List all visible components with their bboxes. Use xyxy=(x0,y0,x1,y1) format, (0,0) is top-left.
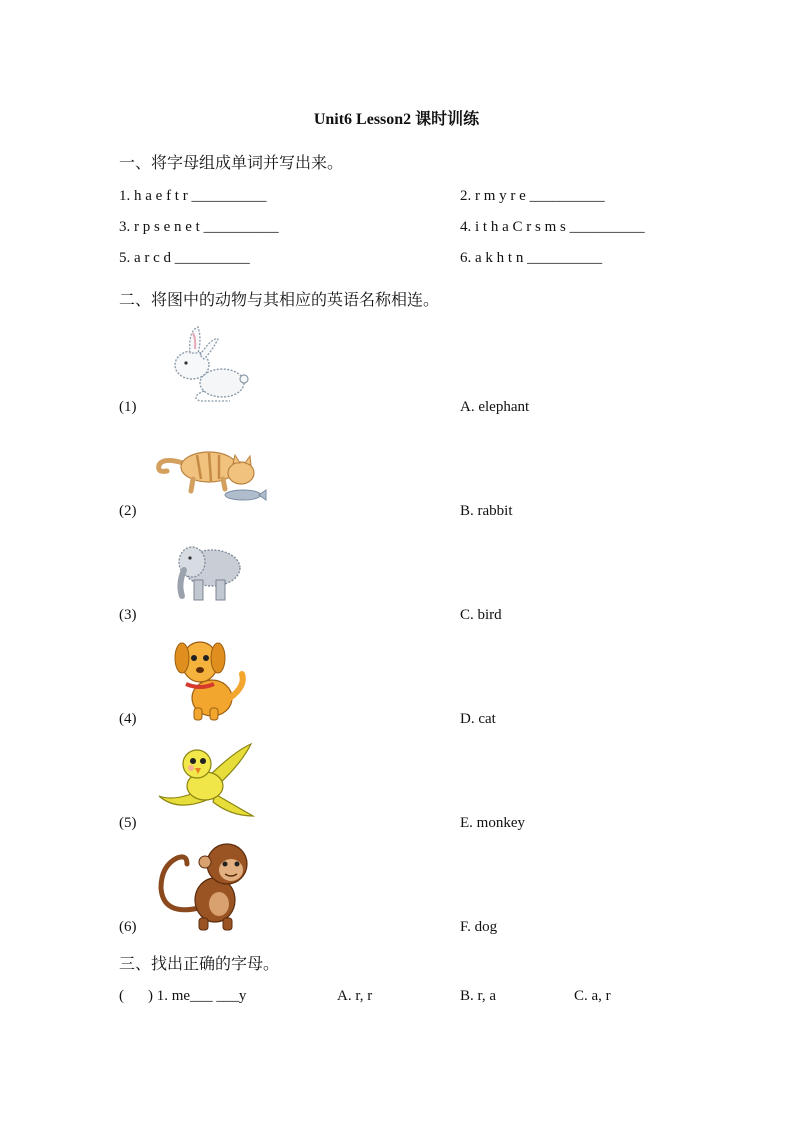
match-option-f: F. dog xyxy=(460,919,498,935)
match-number-5: (5) xyxy=(119,815,137,831)
elephant-picture xyxy=(172,540,247,605)
match-number-3: (3) xyxy=(119,607,137,623)
question-1-stem xyxy=(119,988,246,1005)
scramble-item-2: 2. r m y r e __________ xyxy=(460,188,605,204)
scramble-item-1: 1. h a e f t r __________ xyxy=(119,188,267,204)
bird-picture xyxy=(155,740,255,820)
answer-paren-open: ( xyxy=(119,988,124,1004)
question-1-text: 1. me___ ___y xyxy=(156,988,247,1004)
page-title: Unit6 Lesson2 课时训练 xyxy=(313,111,480,128)
scramble-item-5: 5. a r c d __________ xyxy=(119,250,250,266)
question-1-option-b: B. r, a xyxy=(460,988,497,1004)
match-number-4: (4) xyxy=(119,711,137,727)
cat-picture xyxy=(153,435,268,505)
dog-picture xyxy=(150,628,270,723)
scramble-item-3: 3. r p s e n e t __________ xyxy=(119,219,279,235)
match-number-2: (2) xyxy=(119,503,137,519)
section-1-heading: 一、将字母组成单词并写出来。 xyxy=(119,155,344,172)
answer-paren-close: ) xyxy=(148,988,153,1004)
match-option-d: D. cat xyxy=(460,711,496,727)
match-option-c: C. bird xyxy=(460,607,502,623)
monkey-picture xyxy=(157,838,257,933)
match-option-b: B. rabbit xyxy=(460,503,513,519)
scramble-item-6: 6. a k h t n __________ xyxy=(460,250,603,266)
question-1-option-a: A. r, r xyxy=(337,988,373,1004)
scramble-item-4: 4. i t h a C r s m s __________ xyxy=(460,219,645,235)
match-option-a: A. elephant xyxy=(460,399,530,415)
match-number-1: (1) xyxy=(119,399,137,415)
match-number-6: (6) xyxy=(119,919,137,935)
section-2-heading: 二、将图中的动物与其相应的英语名称相连。 xyxy=(119,292,440,309)
question-1-option-c: C. a, r xyxy=(574,988,611,1004)
match-option-e: E. monkey xyxy=(460,815,525,831)
section-3-heading: 三、找出正确的字母。 xyxy=(119,956,280,973)
rabbit-picture xyxy=(160,325,255,405)
